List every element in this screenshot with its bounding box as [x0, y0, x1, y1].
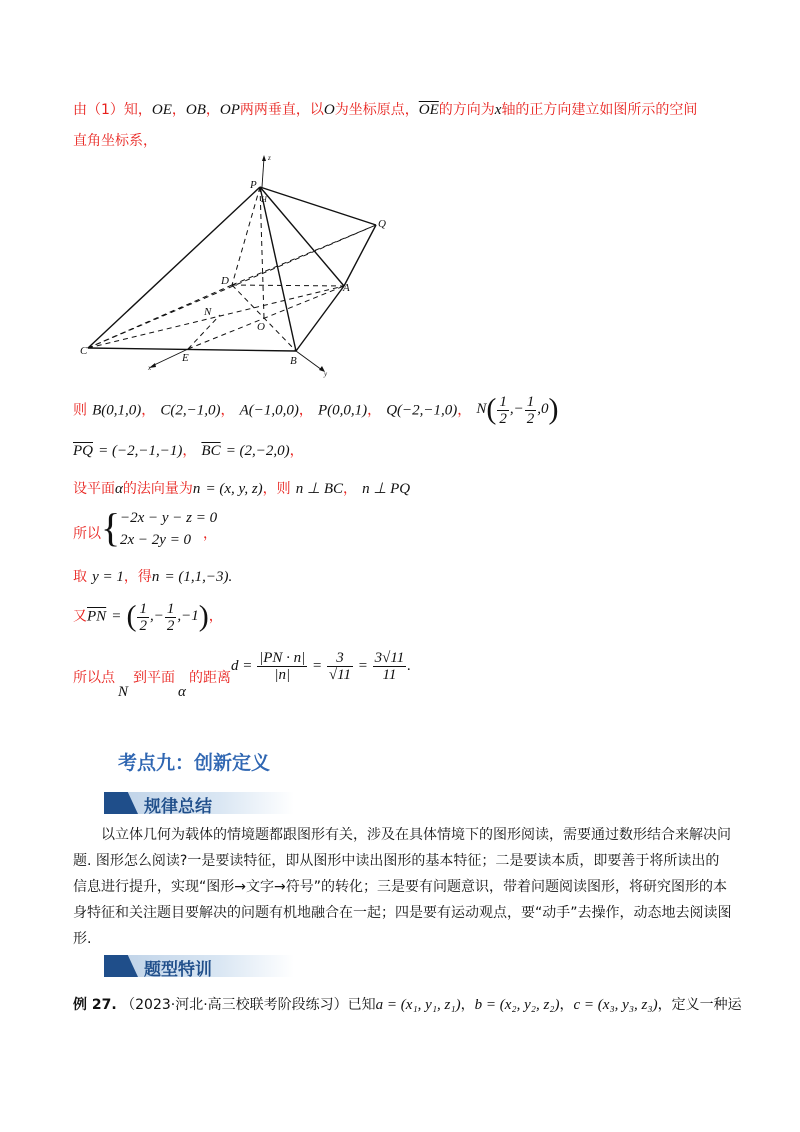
dist-label-b: 到平面 — [133, 670, 175, 686]
pyramid-figure — [80, 150, 400, 380]
label-a: A — [343, 282, 350, 294]
x-symbol: x — [494, 102, 502, 118]
example-line: 例 27. （2023·河北·高三校联考阶段练习）已知a = (x₁, y₁, z₁)，b = (x₂, y₂, z₂)，c = (x₃, y₃, z₃)，定义一种运 — [73, 997, 742, 1013]
intro-text: 的方向为 — [438, 102, 495, 118]
normal-text: ，则 — [262, 481, 291, 497]
take-text: ，得 — [123, 569, 152, 585]
dist-n: N — [118, 684, 129, 700]
so-label: 所以 — [73, 526, 101, 542]
coord-c: C(2,−1,0) — [160, 402, 221, 419]
dist-value-den: √11 — [328, 667, 352, 683]
perp-bc: n ⊥ BC — [295, 481, 343, 497]
also-label: 又 — [73, 608, 87, 625]
coord-p: P(0,0,1) — [317, 402, 368, 419]
label-n: N — [204, 306, 212, 318]
label-z: z — [268, 154, 271, 162]
label-e: E — [182, 352, 189, 364]
normal-text: 设平面 — [73, 481, 115, 497]
take-n: n — [151, 569, 160, 585]
take-y: y = 1 — [92, 569, 124, 585]
normal-n: n — [192, 481, 201, 497]
normal-text: 的法向量为 — [122, 481, 193, 497]
vector-oe: $\overline{OE}$ — [418, 102, 439, 118]
equation-2: 2x − 2y = 0 — [120, 532, 192, 548]
segment-op: OP — [219, 102, 240, 118]
dist-label-a: 所以点 — [73, 670, 115, 686]
edge-po — [260, 187, 264, 318]
perp-pq: n ⊥ PQ — [362, 481, 411, 497]
equals: = — [111, 608, 122, 625]
edge-ab — [296, 286, 344, 351]
label-d: D — [221, 275, 229, 287]
take-line — [73, 566, 232, 586]
edge-cb — [88, 348, 296, 351]
example-label: 例 27. — [73, 997, 117, 1013]
vector-c: c = (x₃, y₃, z₃) — [573, 997, 658, 1013]
label-x: x — [148, 364, 152, 372]
intro-line-2: 直角坐标系， — [73, 133, 157, 149]
dist-numerator: |PN · n| — [259, 650, 306, 666]
edge-pd — [232, 187, 260, 285]
label-b: B — [290, 355, 297, 367]
edge-pq — [260, 187, 376, 225]
dist-alpha: α — [178, 684, 186, 700]
equation-1: −2x − y − z = 0 — [120, 510, 218, 526]
separator: ， — [171, 102, 186, 118]
edge-pb — [260, 187, 296, 351]
example-tail: ，定义一种运 — [657, 997, 742, 1013]
coord-n: N( $\frac{1}{2}$ ,− $\frac{1}{2}$ ,0) — [476, 393, 559, 427]
comma: ， — [203, 526, 217, 542]
edge-pc — [88, 187, 260, 348]
dist-denominator: |n| — [274, 667, 291, 683]
pn-value: ( $\frac{1}{2}$ ,− $\frac{1}{2}$ ,−1) — [126, 600, 209, 634]
label-c: C — [80, 345, 88, 357]
edge-qa — [344, 225, 376, 286]
distance-formula: d = $\frac{|PN \cdot n|}{|n|}$ = $\frac{3}{√11}$ = $\frac{3√11}{11}$ . — [231, 650, 412, 683]
then-label: 则 — [73, 402, 87, 419]
separator: ， — [205, 102, 220, 118]
banner-practice — [104, 955, 294, 980]
coord-a: A(−1,0,0) — [239, 402, 299, 419]
dist-final-num: 3√11 — [374, 650, 405, 666]
intro-text: 为坐标原点， — [334, 102, 419, 118]
banner-rule-summary — [104, 792, 294, 817]
vector-b: b = (x₂, y₂, z₂) — [474, 997, 560, 1013]
normal-n-value: = (x, y, z) — [205, 481, 263, 497]
edge-pa — [260, 187, 344, 286]
label-h: H — [261, 195, 267, 204]
z-axis — [262, 158, 264, 187]
segment-oe: OE — [151, 102, 172, 118]
label-p: P — [250, 179, 257, 191]
dist-value-num: 3 — [327, 650, 353, 667]
intro-line-1 — [73, 99, 697, 119]
label-q: Q — [378, 218, 386, 230]
take-text: 取 — [73, 569, 87, 585]
example-source: （2023·河北·高三校联考阶段练习）已知 — [121, 997, 376, 1013]
alpha-symbol: α — [115, 481, 123, 497]
take-n-value: = (1,1,−3). — [164, 569, 233, 585]
normal-line: 设平面α的法向量为n = (x, y, z)，则 n ⊥ BC， n ⊥ PQ — [73, 481, 411, 497]
dist-label-c: 的距离 — [189, 670, 231, 686]
intro-text: 轴的正方向建立如图所示的空间 — [501, 102, 698, 118]
vector-bc-value: = (2,−2,0) — [225, 443, 290, 459]
y-axis — [296, 351, 322, 370]
point-o: O — [323, 102, 335, 118]
vector-pq: $\overline{PQ}$ — [73, 443, 93, 459]
pn-line: 又$\overline{PN}$ = ( $\frac{1}{2}$ ,− $\frac{1}{2}$ ,−1)， — [73, 600, 223, 634]
coordinates-line: 则 B(0,1,0)， C(2,−1,0)， A(−1,0,0)， P(0,0,1)， Q(−2,−1,0)， N( $\frac{1}{2}$ ,− $\frac{1}{2}$ ,0) — [73, 393, 559, 427]
segment-ob: OB — [185, 102, 206, 118]
summary-paragraph: 以立体几何为载体的情境题都跟图形有关，涉及在具体情境下的图形阅读，需要通过数形结合来解决问题. 图形怎么阅读?一是要读特征，即从图形中读出图形的基本特征；二是要读本质，即要善于将所读出的信息进行提升，实现“图形→文字→符号”的转化；三是要有问题意识，带着问题阅读图形，将研究图形的本身特征和关注题目要解决的问题有机地融合在一起；四是要有运动观点，要“动手”去操作，动态地去阅读图形. — [73, 827, 732, 947]
z-arrow — [262, 155, 266, 161]
vector-bc: $\overline{BC}$ — [201, 443, 221, 459]
vector-a: a = (x₁, y₁, z₁) — [375, 997, 461, 1013]
banner-label: 题型特训 — [144, 960, 212, 980]
label-o: O — [257, 321, 265, 333]
edge-da — [232, 285, 344, 286]
banner-accent — [104, 955, 138, 977]
intro-text: 两两垂直，以 — [239, 102, 324, 118]
vectors-line: $\overline{PQ} = (-2,-1,-1)$， $\overline{BC} = (2,-2,0)$， — [73, 443, 304, 459]
dist-final-den: 11 — [382, 667, 397, 683]
coord-b: B(0,1,0) — [92, 402, 142, 419]
d-symbol: d = — [231, 657, 253, 674]
banner-label: 规律总结 — [144, 797, 212, 817]
vector-pq-value: = (−2,−1,−1) — [98, 443, 183, 459]
coord-q: Q(−2,−1,0) — [386, 402, 458, 419]
banner-accent — [104, 792, 138, 814]
system-brace: { — [101, 505, 121, 550]
vector-pn: $\overline{PN}$ — [87, 608, 107, 625]
section-title: 考点九：创新定义 — [118, 752, 271, 774]
label-y: y — [324, 370, 328, 378]
intro-text: 由（1）知， — [73, 102, 152, 118]
